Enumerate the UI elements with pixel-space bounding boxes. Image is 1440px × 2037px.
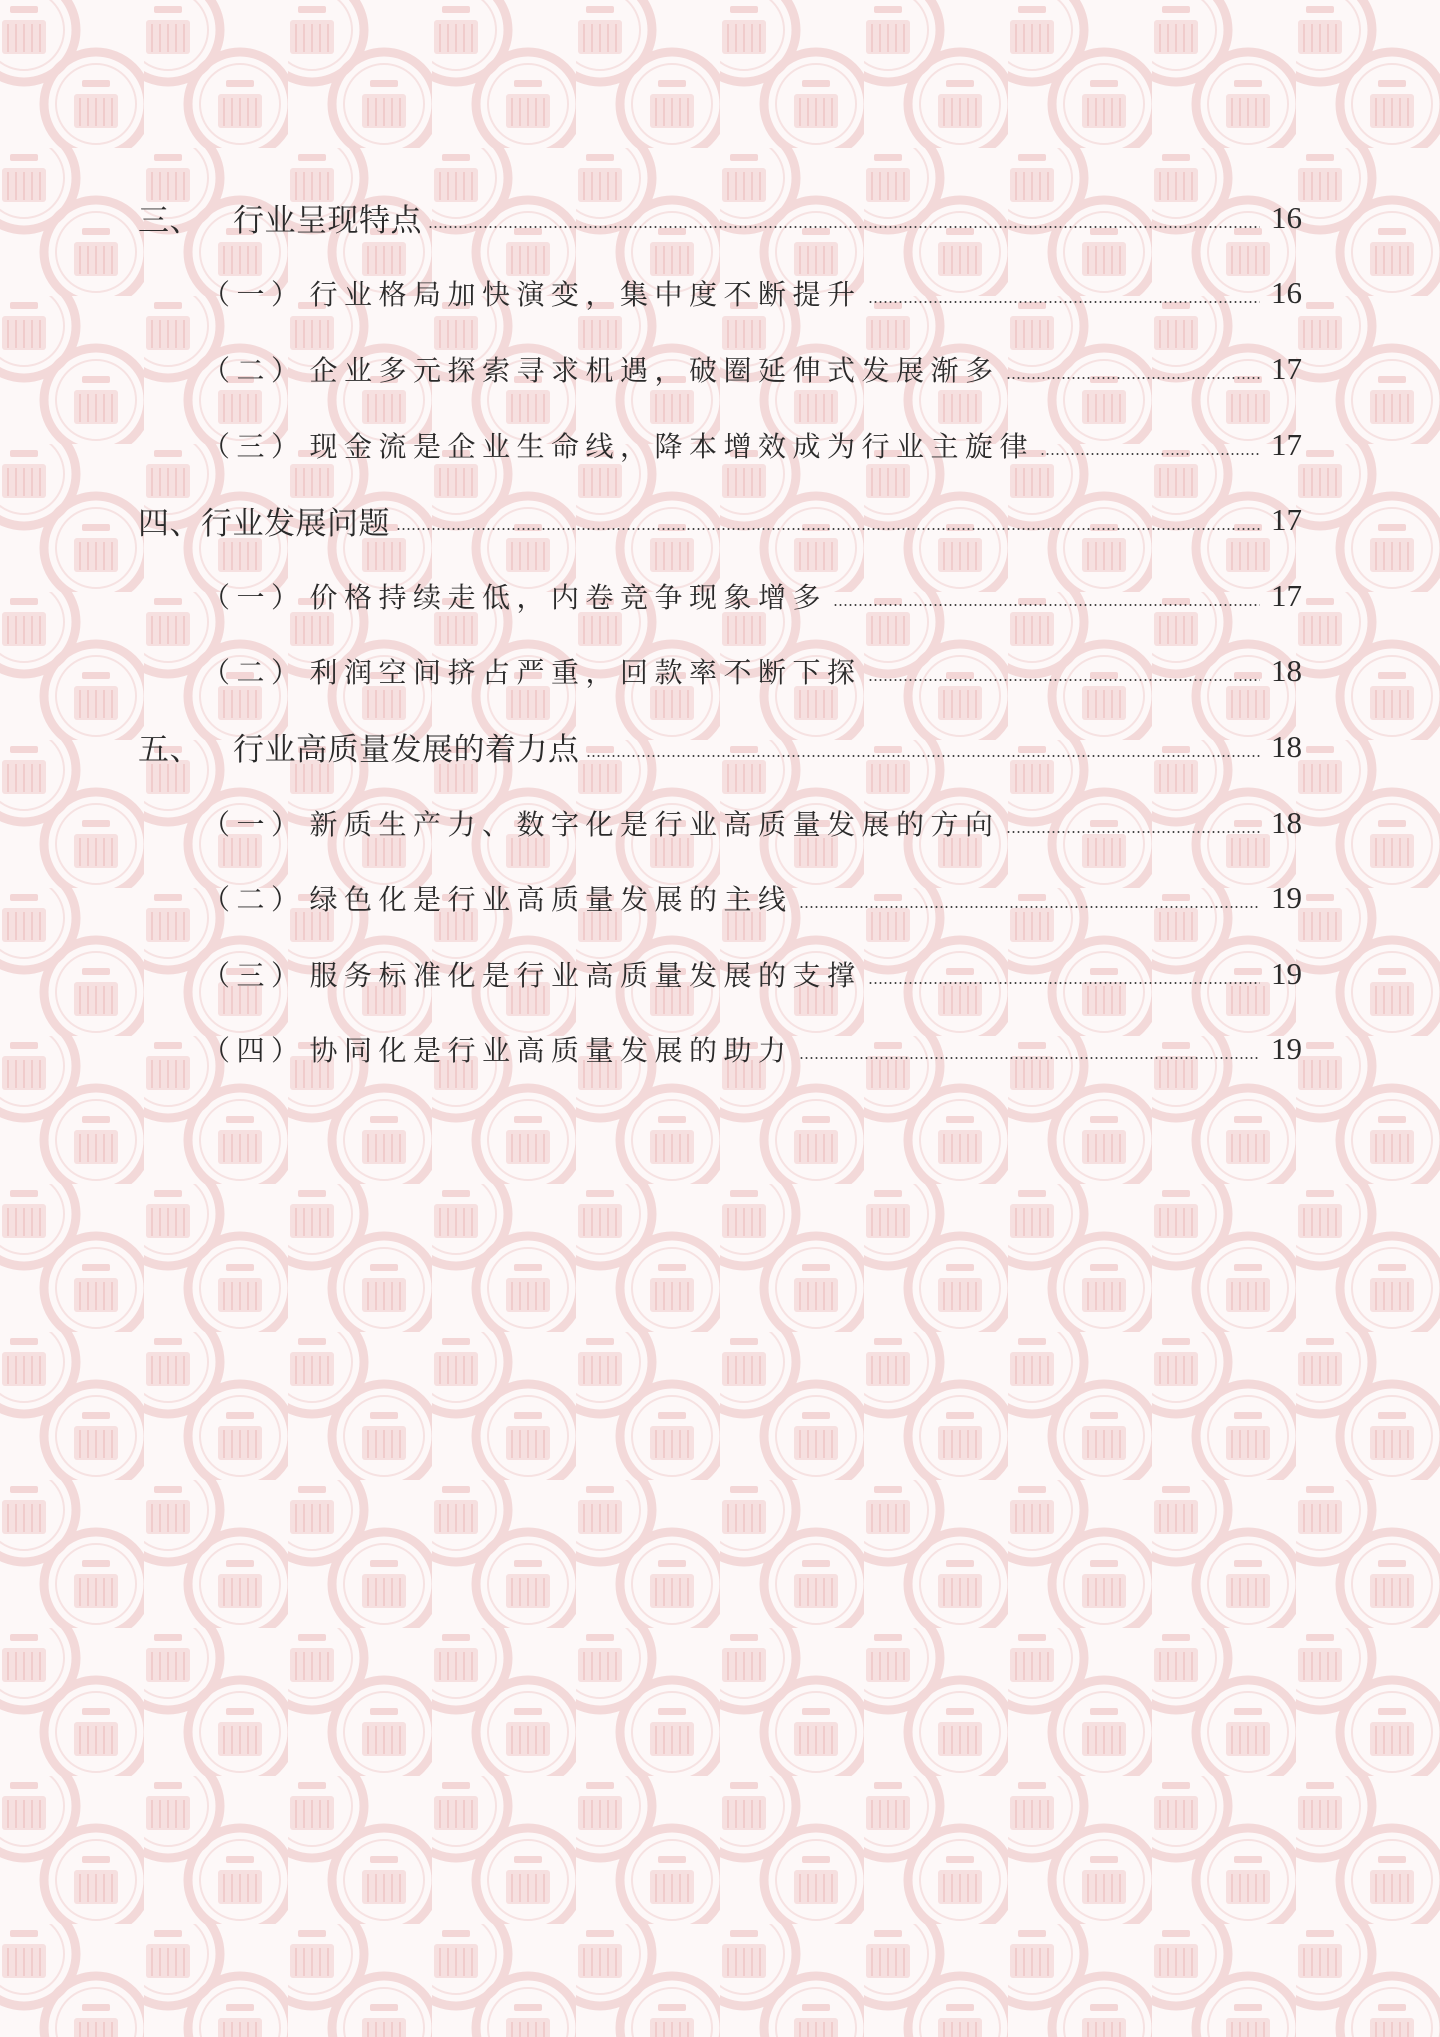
toc-entry-number: （三） xyxy=(202,958,306,992)
toc-entry-number: （三） xyxy=(202,429,306,463)
toc-entry-page-number: 18 xyxy=(1271,728,1302,764)
toc-entry-label xyxy=(138,195,422,240)
toc-entry[interactable] xyxy=(138,860,1302,936)
toc-entry-page-number: 16 xyxy=(1271,199,1302,235)
toc-entry-number: （二） xyxy=(202,883,306,917)
toc-entry-label xyxy=(202,1029,793,1069)
toc-entry-label xyxy=(202,803,1000,843)
toc-entry[interactable] xyxy=(138,558,1302,634)
dot-leader xyxy=(586,755,1261,757)
toc-entry-label xyxy=(138,498,390,543)
toc-entry[interactable] xyxy=(138,936,1302,1012)
toc-entry-title: 现金流是企业生命线，降本增效成为行业主旋律 xyxy=(309,429,1035,463)
toc-entry-title: 企业多元探索寻求机遇，破圈延伸式发展渐多 xyxy=(309,353,1000,387)
toc-entry-number: （一） xyxy=(202,807,306,841)
toc-entry-label xyxy=(202,651,862,691)
toc-entry-label xyxy=(202,425,1034,465)
toc-entry-page-number: 17 xyxy=(1271,502,1302,538)
toc-entry-title: 行业呈现特点 xyxy=(233,203,422,240)
dot-leader xyxy=(833,604,1260,606)
toc-entry-number: （二） xyxy=(202,353,306,387)
dot-leader xyxy=(396,528,1260,530)
toc-entry-label xyxy=(202,878,793,918)
dot-leader xyxy=(868,982,1260,984)
toc-entry-label xyxy=(202,349,1000,389)
toc-entry-title: 新质生产力、数字化是行业高质量发展的方向 xyxy=(309,807,1000,841)
dot-leader xyxy=(868,301,1260,303)
toc-entry[interactable] xyxy=(138,256,1302,332)
toc-entry-number: 四、 xyxy=(138,505,201,542)
toc-entry[interactable] xyxy=(138,634,1302,710)
toc-entry-label xyxy=(138,724,580,769)
toc-entry-title: 服务标准化是行业高质量发展的支撑 xyxy=(309,958,862,992)
toc-entry-label xyxy=(202,954,862,994)
toc-entry[interactable] xyxy=(138,407,1302,483)
toc-entry-title: 行业高质量发展的着力点 xyxy=(233,732,580,769)
toc-entry-label xyxy=(202,273,862,313)
toc-entry-page-number: 17 xyxy=(1271,577,1302,613)
toc-entry-page-number: 17 xyxy=(1271,350,1302,386)
toc-entry-title: 协同化是行业高质量发展的助力 xyxy=(309,1034,793,1068)
toc-entry[interactable] xyxy=(138,482,1302,558)
toc-entry-title: 绿色化是行业高质量发展的主线 xyxy=(309,883,793,917)
table-of-contents xyxy=(138,180,1302,1087)
toc-entry-number: （一） xyxy=(202,580,306,614)
toc-entry-label xyxy=(202,576,827,616)
toc-entry-page-number: 17 xyxy=(1271,426,1302,462)
dot-leader xyxy=(799,906,1260,908)
toc-entry-number: 五、 xyxy=(138,732,201,769)
toc-entry[interactable] xyxy=(138,1012,1302,1088)
toc-entry-number: （一） xyxy=(202,278,306,312)
toc-entry-number: （四） xyxy=(202,1034,306,1068)
toc-entry-page-number: 16 xyxy=(1271,275,1302,311)
toc-entry-title: 行业发展问题 xyxy=(201,505,390,542)
dot-leader xyxy=(1040,453,1260,455)
toc-entry-page-number: 18 xyxy=(1271,804,1302,840)
toc-entry-number: 三、 xyxy=(138,203,201,240)
toc-entry-page-number: 19 xyxy=(1271,880,1302,916)
toc-entry[interactable] xyxy=(138,709,1302,785)
toc-entry[interactable] xyxy=(138,785,1302,861)
toc-entry-title: 行业格局加快演变，集中度不断提升 xyxy=(309,278,862,312)
toc-entry-title: 利润空间挤占严重，回款率不断下探 xyxy=(309,656,862,690)
dot-leader xyxy=(799,1057,1260,1059)
toc-entry[interactable] xyxy=(138,180,1302,256)
dot-leader xyxy=(1006,831,1260,833)
toc-entry-title: 价格持续走低，内卷竞争现象增多 xyxy=(309,580,828,614)
dot-leader xyxy=(428,226,1260,228)
toc-entry-page-number: 19 xyxy=(1271,955,1302,991)
dot-leader xyxy=(1006,377,1260,379)
toc-entry-page-number: 19 xyxy=(1271,1031,1302,1067)
toc-entry[interactable] xyxy=(138,331,1302,407)
dot-leader xyxy=(868,679,1260,681)
toc-entry-number: （二） xyxy=(202,656,306,690)
toc-entry-page-number: 18 xyxy=(1271,653,1302,689)
